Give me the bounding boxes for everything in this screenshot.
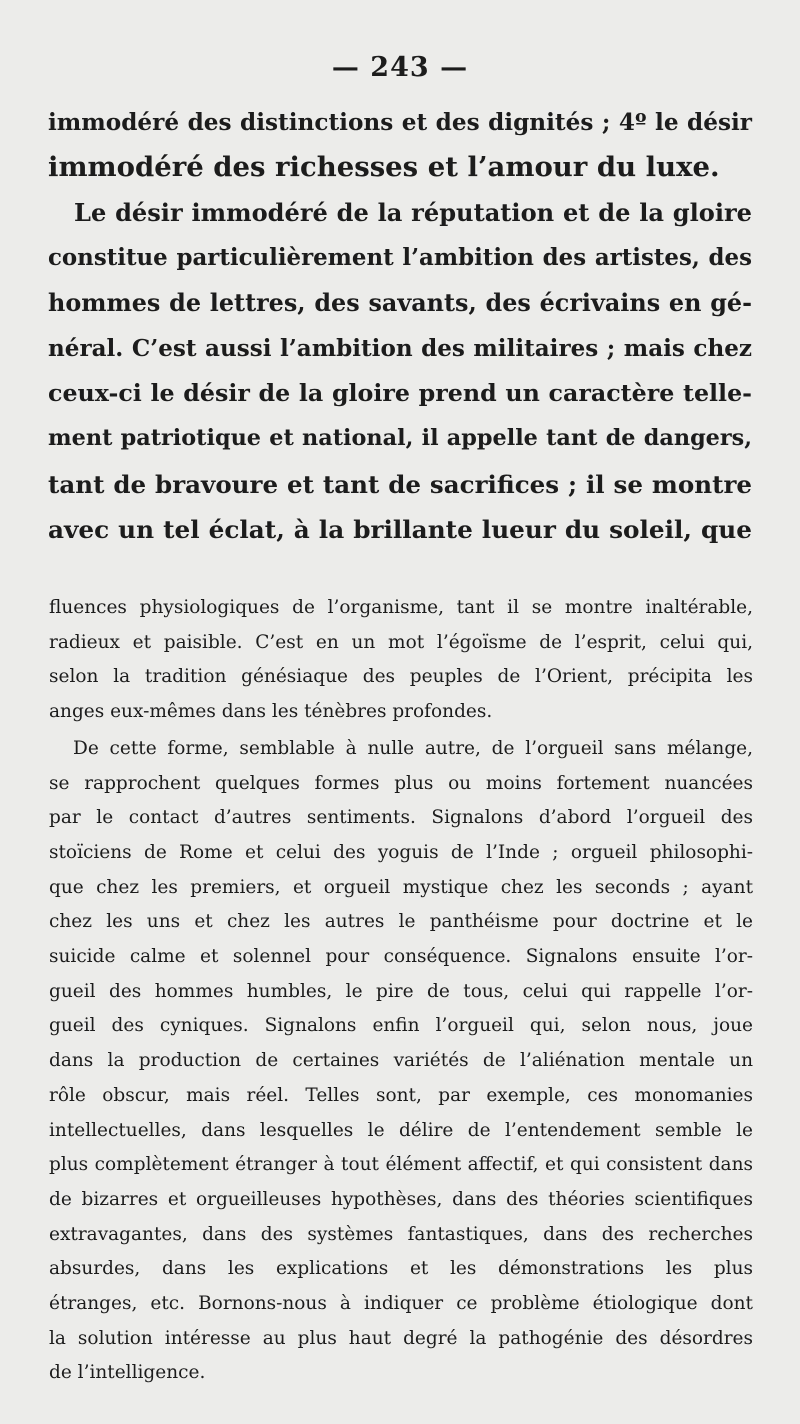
text-line: ceux-ci le désir de la gloire prend un caractère telle- [48, 379, 752, 408]
text-line: dans la production de certaines variétés de l’aliénation mentale un [49, 1050, 753, 1072]
text-line: ment patriotique et national, il appelle tant de dangers, [48, 425, 752, 452]
text-line: immodéré des distinctions et des dignités ; 4º le désir [48, 109, 752, 136]
main-paragraph [48, 100, 752, 190]
text-line: néral. C’est aussi l’ambition des militaires ; mais chez [48, 335, 752, 363]
text-line: que chez les premiers, et orgueil mystique chez les seconds ; ayant [49, 876, 753, 898]
text-line: Le désir immodéré de la réputation et de la gloire [74, 198, 752, 228]
text-line: gueil des hommes humbles, le pire de tous, celui qui rappelle l’or- [49, 980, 753, 1002]
text-line: immodéré des richesses et l’amour du luxe. [48, 151, 720, 184]
text-line: se rapprochent quelques formes plus ou moins fortement nuancées [49, 772, 753, 794]
text-line: tant de bravoure et tant de sacrifices ; il se montre [48, 469, 752, 499]
text-line: étranges, etc. Bornons-nous à indiquer ce problème étiologique dont [49, 1293, 753, 1315]
text-line: plus complètement étranger à tout élément affectif, et qui consistent dans [49, 1154, 753, 1176]
text-line: radieux et paisible. C’est en un mot l’égoïsme de l’esprit, celui qui, [49, 631, 753, 653]
text-line: par le contact d’autres sentiments. Signalons d’abord l’orgueil des [49, 807, 753, 829]
text-line: absurdes, dans les explications et les démonstrations les plus [49, 1258, 753, 1280]
text-line: de bizarres et orgueilleuses hypothèses, dans des théories scientifiques [49, 1188, 753, 1210]
text-line: selon la tradition génésiaque des peuples de l’Orient, précipita les [49, 666, 753, 688]
text-line: constitue particulièrement l’ambition des artistes, des [48, 244, 752, 271]
text-line: rôle obscur, mais réel. Telles sont, par exemple, ces monomanies [49, 1084, 753, 1106]
note-paragraph [49, 732, 753, 1391]
text-line: fluences physiologiques de l’organisme, tant il se montre inaltérable, [49, 597, 753, 618]
text-line: avec un tel éclat, à la brillante lueur du soleil, que [48, 514, 752, 544]
text-line: la solution intéresse au plus haut degré la pathogénie des désordres [49, 1327, 753, 1349]
text-line: suicide calme et solennel pour conséquence. Signalons ensuite l’or- [49, 946, 753, 968]
text-line: stoïciens de Rome et celui des yoguis de l’Inde ; orgueil philosophi- [49, 841, 753, 863]
text-line: gueil des cyniques. Signalons enfin l’orgueil qui, selon nous, joue [49, 1015, 753, 1037]
main-text [48, 100, 752, 552]
main-paragraph [48, 190, 752, 552]
text-line: chez les uns et chez les autres le panthéisme pour doctrine et le [49, 911, 753, 933]
note-paragraph [49, 591, 753, 730]
text-line: intellectuelles, dans lesquelles le délire de l’entendement semble le [49, 1119, 753, 1141]
text-line: anges eux-mêmes dans les ténèbres profondes. [49, 701, 493, 723]
text-line: De cette forme, semblable à nulle autre, de l’orgueil sans mélange, [73, 737, 753, 759]
text-line: hommes de lettres, des savants, des écrivains en gé- [48, 288, 752, 317]
footnote-text [49, 591, 753, 1391]
text-line: de l’intelligence. [49, 1362, 206, 1384]
text-line: extravagantes, dans des systèmes fantastiques, dans des recherches [49, 1223, 753, 1245]
page-number: — 243 — [331, 52, 469, 83]
